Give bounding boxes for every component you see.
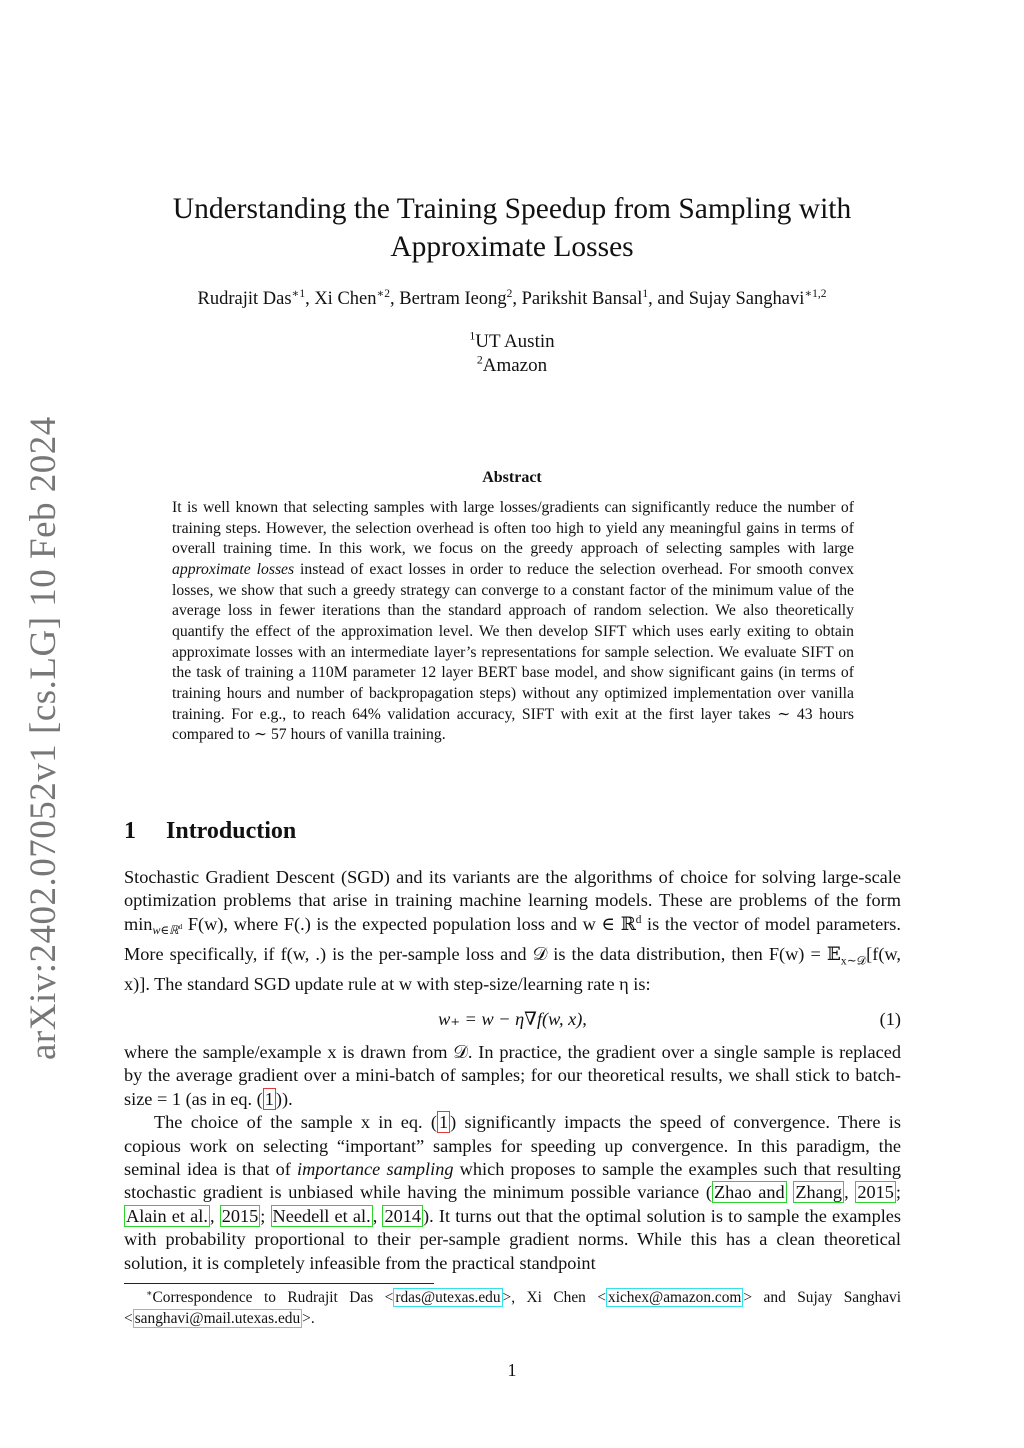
author-4: Parikshit Bansal xyxy=(521,289,643,309)
author-1: Rudrajit Das xyxy=(197,289,292,309)
email-link-xichex[interactable]: xichex@amazon.com xyxy=(608,1289,742,1306)
author-1-marks: ∗1 xyxy=(291,287,306,300)
equation-ref-link[interactable]: 1 xyxy=(438,1112,449,1133)
author-4-marks: 1 xyxy=(642,287,649,300)
intro-paragraph-2 xyxy=(124,1041,901,1275)
arxiv-identifier-stamp: arXiv:2402.07052v1 [cs.LG] 10 Feb 2024 xyxy=(23,416,64,1060)
para3-text-4: ). It turns out that the optimal solution is to sample the examples with probability proportional to their per-sample gradient norms. While this has a clean theoretical solution, it is completely infeasible from the practical standpoint xyxy=(124,1205,902,1273)
para1-text-1: Stochastic Gradient Descent (SGD) and its variants are the algorithms of choice for solving large-scale optimization problems that arise in training machine learning models. These are problems of the form min xyxy=(124,867,901,934)
para1-text-3: is the vector of model parameters. More specifically, if f(w, .) is the per-sample loss and 𝒟 is the data distribution, then F(w) = 𝔼 xyxy=(124,913,901,964)
citation-separator: , xyxy=(209,1205,220,1226)
citation-year-link[interactable]: 2015 xyxy=(857,1182,894,1203)
section-title: Introduction xyxy=(166,818,297,844)
footnote-text-4: >. xyxy=(302,1309,315,1327)
abstract-heading: Abstract xyxy=(482,469,542,486)
para1-text-2: F(w), where F(.) is the expected population loss and w ∈ ℝ xyxy=(182,913,636,934)
author-3-marks: 2 xyxy=(506,287,513,300)
para3-text-3: which proposes to sample the examples such that resulting stochastic gradient is unbiased while having the minimum possible variance ( xyxy=(124,1159,902,1203)
affiliation-1-mark: 1 xyxy=(469,329,476,343)
intro-paragraph-1 xyxy=(124,866,901,996)
abstract-text-1: It is well known that selecting samples with large losses/gradients can significantly reduce the number of training steps. However, the selection overhead is often too high to yield any meaningful gains in terms of overall training time. In this work, we focus on the greedy approach of selecting samples with large xyxy=(172,499,854,558)
affiliation-2 xyxy=(312,354,712,378)
para3-text-2: ) significantly impacts the speed of convergence. There is copious work on selecting “important” samples for speeding up convergence. In this paradigm, the seminal idea is that of xyxy=(124,1112,901,1180)
abstract-emphasis: approximate losses xyxy=(172,560,295,578)
equation-1-body: w₊ = w − η∇f(w, x), xyxy=(438,1009,587,1029)
abstract-body xyxy=(172,498,854,746)
citation-link-alain[interactable]: Alain et al. xyxy=(126,1205,208,1226)
para3-text-1: The choice of the sample x in eq. ( xyxy=(154,1112,437,1133)
email-link-rdas[interactable]: rdas@utexas.edu xyxy=(395,1289,501,1306)
equation-1 xyxy=(124,1007,901,1031)
affiliation-1-name: UT Austin xyxy=(475,331,555,352)
section-heading-introduction xyxy=(124,818,296,845)
para2-text-1: where the sample/example x is drawn from 𝒟. In practice, the gradient over a single sample is replaced by the average gradient over a mini-batch of samples; for our theoretical results, we shall stick to batch-size = 1 (as in eq. ( xyxy=(124,1042,901,1109)
citation-year-link[interactable]: 2015 xyxy=(221,1205,259,1226)
affiliation-2-name: Amazon xyxy=(482,355,548,376)
equation-ref-link[interactable]: 1 xyxy=(264,1088,274,1109)
title-line-1: Understanding the Training Speedup from Sampling with xyxy=(172,193,852,225)
para1-min-subscript: w∈ℝ xyxy=(152,923,179,938)
author-list: Rudrajit Das$^{∗1}$, Xi Chen$^{∗2}$, Bertram Ieong$^2$, Parikshit Bansal$^1$, and Sujay Sanghavi$^{∗1,2}$ xyxy=(197,287,827,309)
author-3: Bertram Ieong xyxy=(399,289,507,309)
para2-text-2: )). xyxy=(275,1088,293,1109)
email-link-sanghavi[interactable]: sanghavi@mail.utexas.edu xyxy=(134,1309,301,1327)
citation-separator: ; xyxy=(260,1205,271,1226)
page-number: 1 xyxy=(507,1360,517,1380)
para1-dimension-power: d xyxy=(635,913,642,926)
affiliation-1 xyxy=(312,330,712,354)
footnote-mark: ∗ xyxy=(146,1287,153,1299)
footnote xyxy=(124,1288,901,1329)
citation-link-zhao-zhang[interactable]: Zhao and xyxy=(713,1182,785,1203)
affiliations xyxy=(312,330,712,378)
title-line-2: Approximate Losses xyxy=(390,231,634,263)
citation-year-link[interactable]: 2014 xyxy=(384,1205,422,1226)
citation-link-zhao-zhang[interactable]: Zhang xyxy=(795,1182,843,1203)
author-2: Xi Chen xyxy=(314,289,377,309)
author-5: and Sujay Sanghavi xyxy=(657,289,805,309)
citation-separator: ; xyxy=(895,1182,901,1203)
affiliation-2-mark: 2 xyxy=(476,353,483,367)
author-5-marks: ∗1,2 xyxy=(804,287,827,300)
para1-text-4: [f(w, x)]. The standard SGD update rule at w with step-size/learning rate η is: xyxy=(124,943,901,994)
para3-emphasis: importance sampling xyxy=(297,1159,454,1180)
section-number: 1 xyxy=(124,818,136,844)
citation-separator: , xyxy=(372,1205,383,1226)
citation-link-needell[interactable]: Needell et al. xyxy=(272,1205,371,1226)
para1-expectation-subscript: x∼𝒟 xyxy=(840,953,867,968)
citation-separator: , xyxy=(844,1182,856,1203)
footnote-text-1: Correspondence to Rudrajit Das < xyxy=(152,1289,394,1306)
paper-title xyxy=(100,190,924,266)
author-2-marks: ∗2 xyxy=(376,287,391,300)
footnote-text-2: >, Xi Chen < xyxy=(502,1289,606,1306)
para1-min-subscript-power: d xyxy=(178,922,183,932)
abstract-text-2: instead of exact losses in order to reduce the selection overhead. For smooth convex losses, we show that such a greedy strategy can converge to a constant factor of the minimum value of the average loss in fewer iterations than the standard approach of random selection. We also theoretically quantify the effect of the approximation level. We then develop SIFT which uses early exiting to obtain approximate losses with an intermediate layer’s representations for sample selection. We evaluate SIFT on the task of training a 110M parameter 12 layer BERT base model, and show significant gains (in terms of training hours and number of backpropagation steps) without any optimized implementation over vanilla training. For e.g., to reach 64% validation accuracy, SIFT with exit at the first layer takes ∼ 43 hours compared to ∼ 57 hours of vanilla training. xyxy=(172,560,855,744)
equation-1-number: (1) xyxy=(879,1009,901,1029)
footnote-text-3: > and Sujay Sanghavi < xyxy=(124,1289,902,1327)
footnote-divider xyxy=(124,1283,434,1284)
